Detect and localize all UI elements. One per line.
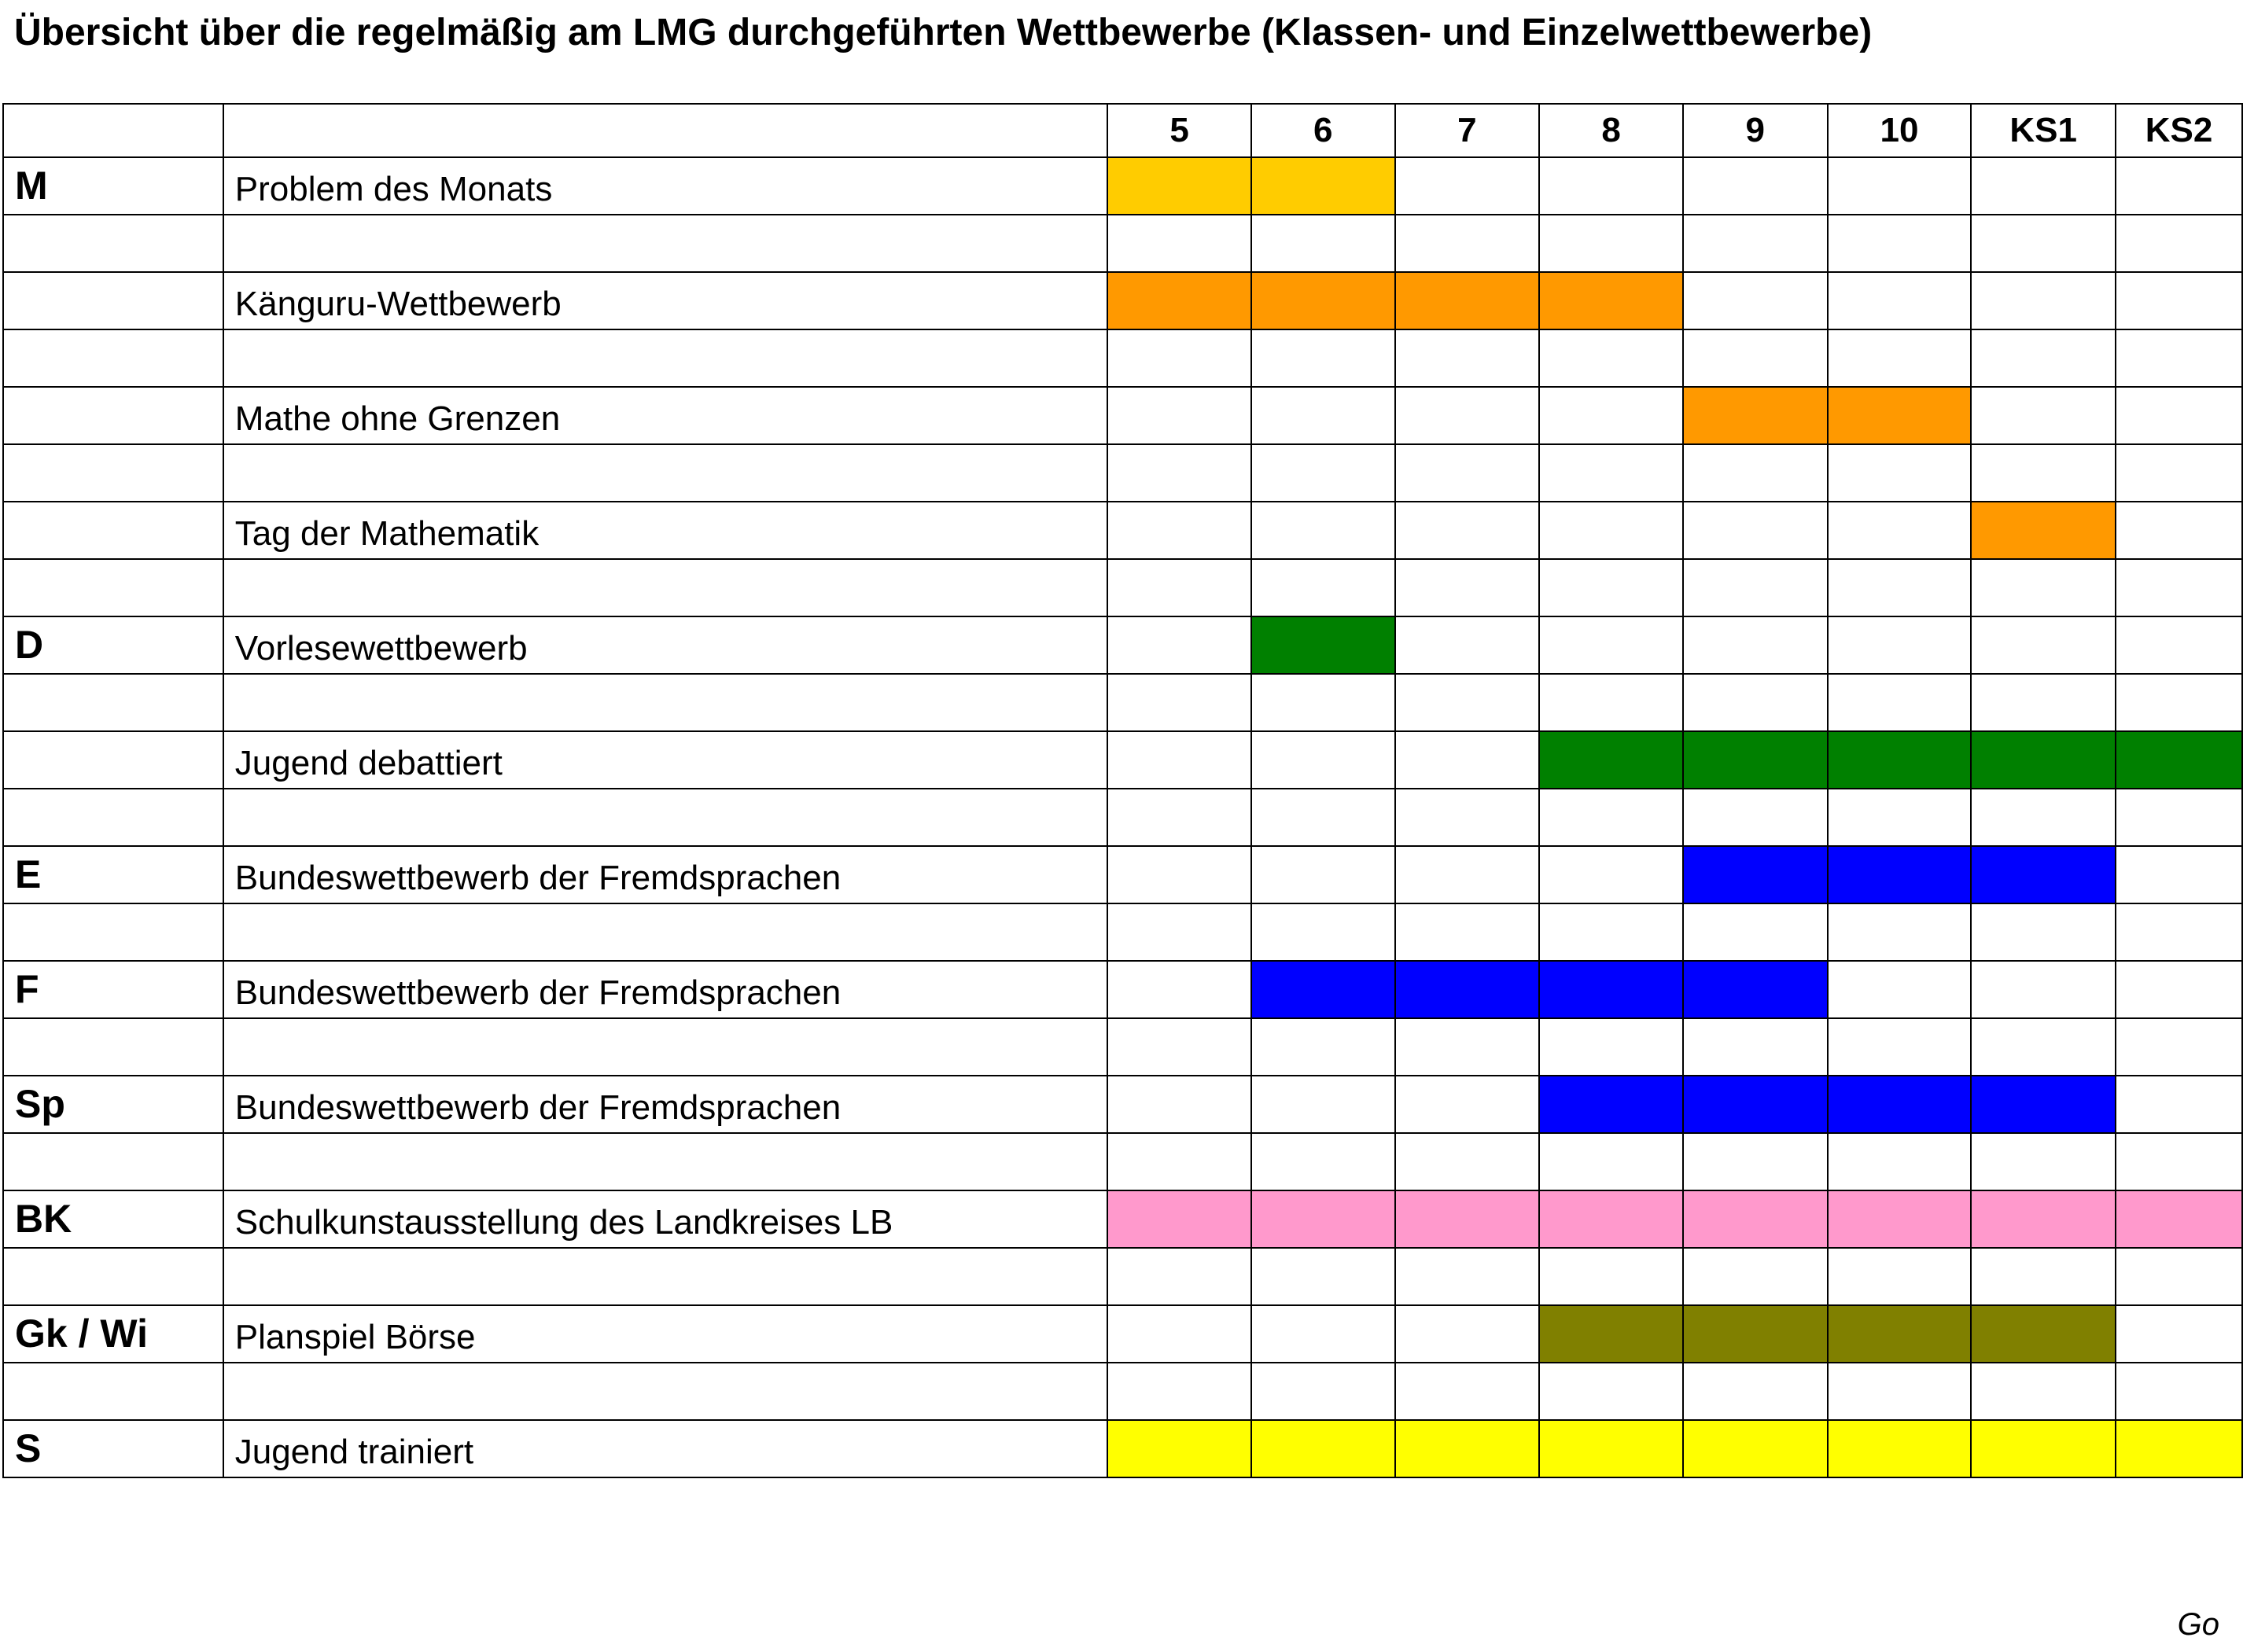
- empty-cell: [2116, 329, 2242, 387]
- grade-cell: [1828, 502, 1972, 559]
- empty-cell: [223, 1363, 1107, 1420]
- empty-cell: [223, 1018, 1107, 1076]
- spacer-row: [3, 789, 2242, 846]
- participation-cell: [1828, 1190, 1972, 1248]
- grade-header-cell: 7: [1395, 104, 1540, 157]
- participation-cell: [1107, 1420, 1251, 1477]
- empty-cell: [3, 1248, 223, 1305]
- empty-cell: [1395, 1248, 1540, 1305]
- empty-cell: [2116, 1133, 2242, 1190]
- grade-cell: [1251, 731, 1395, 789]
- grade-cell: [1539, 616, 1683, 674]
- grade-cell: [1683, 157, 1828, 215]
- subject-cell: D: [3, 616, 223, 674]
- participation-cell: [1107, 272, 1251, 329]
- empty-cell: [1395, 215, 1540, 272]
- grade-cell: [1828, 272, 1972, 329]
- grade-cell: [1251, 1076, 1395, 1133]
- competition-row: [3, 846, 2242, 903]
- spacer-row: [3, 1133, 2242, 1190]
- grade-cell: [1251, 502, 1395, 559]
- subject-header-cell: [3, 104, 223, 157]
- empty-cell: [1107, 1133, 1251, 1190]
- empty-cell: [1251, 1248, 1395, 1305]
- grade-cell: [1107, 961, 1251, 1018]
- empty-cell: [1395, 1133, 1540, 1190]
- empty-cell: [1828, 329, 1972, 387]
- empty-cell: [1251, 329, 1395, 387]
- participation-cell: [1828, 387, 1972, 444]
- grade-header-row: [3, 104, 2242, 157]
- empty-cell: [223, 1133, 1107, 1190]
- grade-cell: [1107, 731, 1251, 789]
- empty-cell: [1683, 1363, 1828, 1420]
- empty-cell: [1107, 1018, 1251, 1076]
- spacer-row: [3, 1018, 2242, 1076]
- empty-cell: [1251, 789, 1395, 846]
- participation-cell: [1251, 1420, 1395, 1477]
- participation-cell: [1395, 1190, 1540, 1248]
- empty-cell: [1539, 329, 1683, 387]
- participation-cell: [1828, 846, 1972, 903]
- grade-cell: [1395, 157, 1540, 215]
- empty-cell: [223, 903, 1107, 961]
- participation-cell: [1971, 1190, 2116, 1248]
- empty-cell: [1395, 1018, 1540, 1076]
- grade-header-cell: 6: [1251, 104, 1395, 157]
- empty-cell: [1683, 674, 1828, 731]
- competition-name-cell: Schulkunstausstellung des Landkreises LB: [223, 1190, 1107, 1248]
- empty-cell: [1971, 444, 2116, 502]
- spacer-row: [3, 215, 2242, 272]
- spacer-row: [3, 559, 2242, 616]
- competition-row: [3, 272, 2242, 329]
- grade-cell: [1971, 961, 2116, 1018]
- competition-name-cell: Mathe ohne Grenzen: [223, 387, 1107, 444]
- empty-cell: [1107, 1248, 1251, 1305]
- grade-cell: [2116, 1305, 2242, 1363]
- empty-cell: [1971, 674, 2116, 731]
- grade-cell: [1395, 387, 1540, 444]
- empty-cell: [3, 1018, 223, 1076]
- empty-cell: [1683, 1018, 1828, 1076]
- participation-cell: [1683, 1305, 1828, 1363]
- empty-cell: [1395, 903, 1540, 961]
- participation-cell: [1828, 1076, 1972, 1133]
- grade-cell: [1539, 387, 1683, 444]
- empty-cell: [1828, 674, 1972, 731]
- empty-cell: [1107, 444, 1251, 502]
- empty-cell: [1395, 444, 1540, 502]
- competition-row: [3, 1190, 2242, 1248]
- subject-cell: F: [3, 961, 223, 1018]
- empty-cell: [3, 903, 223, 961]
- grade-cell: [1395, 1305, 1540, 1363]
- empty-cell: [1395, 674, 1540, 731]
- participation-cell: [1683, 1420, 1828, 1477]
- grade-cell: [2116, 272, 2242, 329]
- empty-cell: [1251, 1363, 1395, 1420]
- empty-cell: [2116, 903, 2242, 961]
- empty-cell: [1683, 215, 1828, 272]
- empty-cell: [1251, 1018, 1395, 1076]
- participation-cell: [1539, 1076, 1683, 1133]
- empty-cell: [1828, 1363, 1972, 1420]
- participation-cell: [1683, 1190, 1828, 1248]
- grade-cell: [1251, 387, 1395, 444]
- grade-cell: [2116, 961, 2242, 1018]
- grade-cell: [1971, 157, 2116, 215]
- empty-cell: [223, 674, 1107, 731]
- empty-cell: [2116, 1363, 2242, 1420]
- grade-cell: [2116, 157, 2242, 215]
- grade-cell: [1539, 157, 1683, 215]
- empty-cell: [1107, 1363, 1251, 1420]
- competition-row: [3, 731, 2242, 789]
- empty-cell: [2116, 674, 2242, 731]
- competition-row: [3, 502, 2242, 559]
- grade-cell: [1251, 846, 1395, 903]
- participation-cell: [2116, 731, 2242, 789]
- competition-name-cell: Bundeswettbewerb der Fremdsprachen: [223, 961, 1107, 1018]
- participation-cell: [1539, 1190, 1683, 1248]
- grade-cell: [1395, 731, 1540, 789]
- subject-cell: [3, 731, 223, 789]
- spacer-row: [3, 1363, 2242, 1420]
- participation-cell: [1251, 616, 1395, 674]
- grade-cell: [1395, 502, 1540, 559]
- grade-cell: [1828, 616, 1972, 674]
- empty-cell: [1539, 215, 1683, 272]
- empty-cell: [3, 559, 223, 616]
- empty-cell: [223, 444, 1107, 502]
- competition-name-cell: Planspiel Börse: [223, 1305, 1107, 1363]
- empty-cell: [3, 1133, 223, 1190]
- empty-cell: [1971, 215, 2116, 272]
- empty-cell: [1539, 1363, 1683, 1420]
- empty-cell: [1828, 559, 1972, 616]
- empty-cell: [1828, 789, 1972, 846]
- empty-cell: [1828, 1018, 1972, 1076]
- participation-cell: [1971, 731, 2116, 789]
- competition-table: [2, 103, 2243, 1478]
- spacer-row: [3, 674, 2242, 731]
- empty-cell: [3, 329, 223, 387]
- empty-cell: [1828, 1133, 1972, 1190]
- participation-cell: [1107, 157, 1251, 215]
- subject-cell: BK: [3, 1190, 223, 1248]
- grade-cell: [1107, 502, 1251, 559]
- empty-cell: [3, 444, 223, 502]
- empty-cell: [1683, 1248, 1828, 1305]
- grade-header-cell: KS2: [2116, 104, 2242, 157]
- empty-cell: [223, 1248, 1107, 1305]
- grade-cell: [1107, 616, 1251, 674]
- grade-header-cell: 10: [1828, 104, 1972, 157]
- subject-cell: [3, 502, 223, 559]
- participation-cell: [1395, 272, 1540, 329]
- grade-cell: [1683, 272, 1828, 329]
- grade-header-cell: 5: [1107, 104, 1251, 157]
- participation-cell: [1107, 1190, 1251, 1248]
- empty-cell: [1971, 1133, 2116, 1190]
- grade-cell: [2116, 616, 2242, 674]
- empty-cell: [1828, 444, 1972, 502]
- competition-name-cell: Problem des Monats: [223, 157, 1107, 215]
- grade-cell: [1828, 961, 1972, 1018]
- empty-cell: [1539, 1248, 1683, 1305]
- spacer-row: [3, 903, 2242, 961]
- competition-name-cell: Känguru-Wettbewerb: [223, 272, 1107, 329]
- participation-cell: [1683, 846, 1828, 903]
- participation-cell: [1251, 272, 1395, 329]
- competition-name-cell: Jugend trainiert: [223, 1420, 1107, 1477]
- empty-cell: [1828, 903, 1972, 961]
- subject-cell: Sp: [3, 1076, 223, 1133]
- empty-cell: [2116, 1018, 2242, 1076]
- competition-name-cell: Jugend debattiert: [223, 731, 1107, 789]
- participation-cell: [1828, 1305, 1972, 1363]
- grade-cell: [1683, 616, 1828, 674]
- empty-cell: [1395, 329, 1540, 387]
- participation-cell: [1251, 1190, 1395, 1248]
- participation-cell: [1683, 1076, 1828, 1133]
- grade-header-cell: 9: [1683, 104, 1828, 157]
- empty-cell: [1251, 215, 1395, 272]
- empty-cell: [2116, 789, 2242, 846]
- competition-name-cell: Bundeswettbewerb der Fremdsprachen: [223, 846, 1107, 903]
- empty-cell: [1971, 1248, 2116, 1305]
- grade-cell: [2116, 387, 2242, 444]
- empty-cell: [1539, 559, 1683, 616]
- participation-cell: [1539, 961, 1683, 1018]
- participation-cell: [1683, 387, 1828, 444]
- grade-cell: [2116, 1076, 2242, 1133]
- participation-cell: [1971, 1305, 2116, 1363]
- participation-cell: [1971, 502, 2116, 559]
- empty-cell: [1828, 1248, 1972, 1305]
- spacer-row: [3, 444, 2242, 502]
- empty-cell: [1683, 559, 1828, 616]
- grade-cell: [1539, 502, 1683, 559]
- empty-cell: [1107, 674, 1251, 731]
- empty-cell: [1683, 1133, 1828, 1190]
- participation-cell: [2116, 1420, 2242, 1477]
- grade-header-cell: 8: [1539, 104, 1683, 157]
- participation-cell: [1395, 961, 1540, 1018]
- empty-cell: [1395, 1363, 1540, 1420]
- subject-cell: Gk / Wi: [3, 1305, 223, 1363]
- subject-cell: [3, 272, 223, 329]
- empty-cell: [2116, 559, 2242, 616]
- empty-cell: [1539, 789, 1683, 846]
- subject-cell: S: [3, 1420, 223, 1477]
- participation-cell: [1539, 1420, 1683, 1477]
- subject-cell: [3, 387, 223, 444]
- spacer-row: [3, 329, 2242, 387]
- subject-cell: E: [3, 846, 223, 903]
- competition-row: [3, 1305, 2242, 1363]
- empty-cell: [1251, 674, 1395, 731]
- empty-cell: [1539, 444, 1683, 502]
- competition-row: [3, 616, 2242, 674]
- grade-cell: [1683, 502, 1828, 559]
- grade-cell: [1107, 1305, 1251, 1363]
- grade-cell: [1395, 846, 1540, 903]
- subject-cell: M: [3, 157, 223, 215]
- grade-cell: [1539, 846, 1683, 903]
- grade-cell: [1251, 1305, 1395, 1363]
- participation-cell: [1395, 1420, 1540, 1477]
- empty-cell: [1107, 903, 1251, 961]
- empty-cell: [1971, 329, 2116, 387]
- participation-cell: [1828, 1420, 1972, 1477]
- empty-cell: [1107, 789, 1251, 846]
- grade-cell: [1971, 616, 2116, 674]
- empty-cell: [1683, 789, 1828, 846]
- competition-header-cell: [223, 104, 1107, 157]
- empty-cell: [1107, 215, 1251, 272]
- participation-cell: [1539, 731, 1683, 789]
- grade-cell: [1828, 157, 1972, 215]
- empty-cell: [1539, 674, 1683, 731]
- participation-cell: [1828, 731, 1972, 789]
- spacer-row: [3, 1248, 2242, 1305]
- page-title: Übersicht über die regelmäßig am LMG durchgeführten Wettbewerbe (Klassen- und Einzelwettbewerbe): [14, 12, 1873, 53]
- footer-initials: Go: [2177, 1607, 2219, 1642]
- participation-cell: [2116, 1190, 2242, 1248]
- participation-cell: [1683, 731, 1828, 789]
- grade-cell: [1395, 616, 1540, 674]
- empty-cell: [2116, 215, 2242, 272]
- empty-cell: [3, 674, 223, 731]
- empty-cell: [1395, 559, 1540, 616]
- empty-cell: [223, 559, 1107, 616]
- empty-cell: [1539, 1133, 1683, 1190]
- empty-cell: [1683, 903, 1828, 961]
- empty-cell: [1539, 1018, 1683, 1076]
- competition-row: [3, 387, 2242, 444]
- empty-cell: [1251, 1133, 1395, 1190]
- empty-cell: [1683, 329, 1828, 387]
- empty-cell: [2116, 1248, 2242, 1305]
- empty-cell: [1395, 789, 1540, 846]
- participation-cell: [1539, 1305, 1683, 1363]
- empty-cell: [1971, 1363, 2116, 1420]
- participation-cell: [1251, 961, 1395, 1018]
- competition-name-cell: Bundeswettbewerb der Fremdsprachen: [223, 1076, 1107, 1133]
- grade-cell: [1971, 387, 2116, 444]
- empty-cell: [1828, 215, 1972, 272]
- empty-cell: [1683, 444, 1828, 502]
- participation-cell: [1971, 1076, 2116, 1133]
- grade-cell: [1107, 846, 1251, 903]
- empty-cell: [1107, 329, 1251, 387]
- grade-cell: [2116, 502, 2242, 559]
- empty-cell: [1251, 444, 1395, 502]
- empty-cell: [1539, 903, 1683, 961]
- empty-cell: [1971, 789, 2116, 846]
- empty-cell: [1971, 1018, 2116, 1076]
- empty-cell: [223, 789, 1107, 846]
- grade-cell: [1107, 1076, 1251, 1133]
- participation-cell: [1971, 846, 2116, 903]
- competition-row: [3, 1420, 2242, 1477]
- competition-name-cell: Vorlesewettbewerb: [223, 616, 1107, 674]
- competition-row: [3, 961, 2242, 1018]
- empty-cell: [223, 329, 1107, 387]
- grade-cell: [1395, 1076, 1540, 1133]
- empty-cell: [1971, 903, 2116, 961]
- empty-cell: [1251, 903, 1395, 961]
- competition-name-cell: Tag der Mathematik: [223, 502, 1107, 559]
- competition-row: [3, 157, 2242, 215]
- participation-cell: [1971, 1420, 2116, 1477]
- grade-header-cell: KS1: [1971, 104, 2116, 157]
- empty-cell: [223, 215, 1107, 272]
- empty-cell: [1251, 559, 1395, 616]
- grade-cell: [1107, 387, 1251, 444]
- competition-row: [3, 1076, 2242, 1133]
- participation-cell: [1539, 272, 1683, 329]
- grade-cell: [1971, 272, 2116, 329]
- participation-cell: [1251, 157, 1395, 215]
- participation-cell: [1683, 961, 1828, 1018]
- empty-cell: [3, 789, 223, 846]
- empty-cell: [2116, 444, 2242, 502]
- empty-cell: [1107, 559, 1251, 616]
- empty-cell: [1971, 559, 2116, 616]
- grade-cell: [2116, 846, 2242, 903]
- empty-cell: [3, 215, 223, 272]
- empty-cell: [3, 1363, 223, 1420]
